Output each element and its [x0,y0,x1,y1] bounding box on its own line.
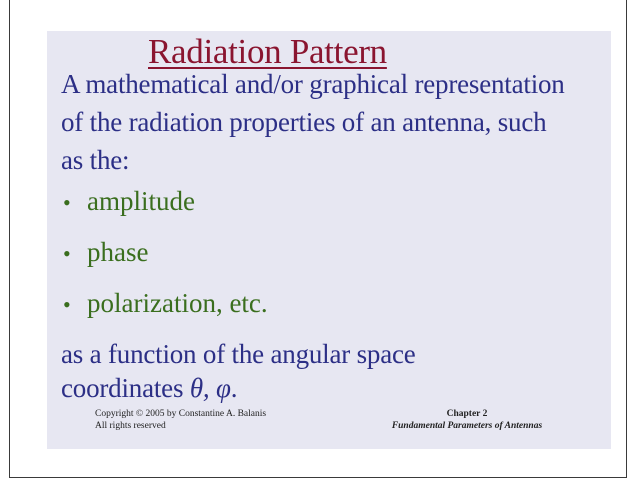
outro-line-1: as a function of the angular space [61,339,416,369]
angle-symbols: θ, φ [189,373,231,403]
bullet-list [63,183,268,336]
outro-text: coordinates [61,373,190,403]
bullet-item [63,183,268,234]
chapter-label: Chapter 2 [446,409,488,419]
slide-content [47,31,611,449]
bullet-label: amplitude [87,186,195,216]
bullet-item [63,285,268,336]
chapter-subtitle: Fundamental Parameters of Antennas [391,421,543,431]
copyright-line-2: All rights reserved [95,421,166,431]
intro-paragraph [61,65,606,179]
chapter-info [377,408,557,432]
outro-line-2 [61,371,606,405]
outro-period: . [230,373,238,403]
copyright-notice [95,408,266,432]
bullet-label: polarization, etc. [87,288,268,318]
bullet-label: phase [87,237,149,267]
intro-line-1: A mathematical and/or graphical representation [61,69,565,99]
intro-line-3: as the: [61,145,130,175]
bullet-icon: • [63,241,71,266]
bullet-item [63,234,268,285]
outro-paragraph [61,337,606,405]
bullet-icon: • [63,292,71,317]
copyright-line-1: Copyright © 2005 by Constantine A. Balanis [95,409,267,419]
slide-frame [9,0,627,478]
bullet-icon: • [63,190,71,215]
slide-title: Radiation Pattern [148,32,387,71]
intro-line-2: of the radiation properties of an antenna, such [61,107,547,137]
